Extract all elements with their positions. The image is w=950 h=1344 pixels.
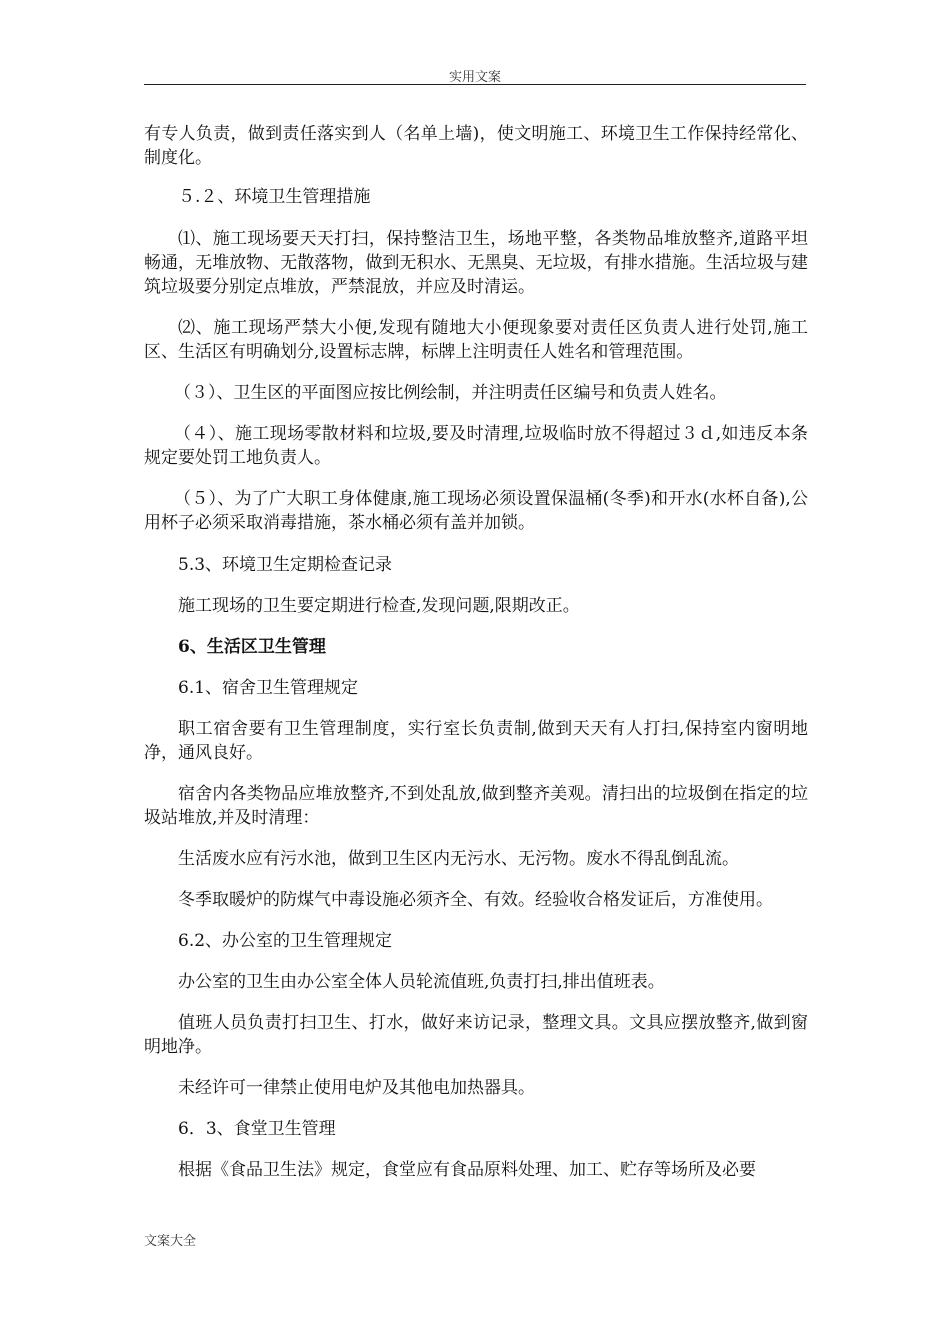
document-body xyxy=(144,122,808,1182)
header-divider xyxy=(144,84,806,85)
paragraph: （４）、施工现场零散材料和垃圾,要及时清理,垃圾临时放不得超过３ｄ,如违反本条规定要处罚工地负责人。 xyxy=(144,424,808,468)
section-heading-5-2: ５.２、环境卫生管理措施 xyxy=(178,187,371,207)
paragraph: （５）、为了广大职工身体健康,施工现场必须设置保温桶(冬季)和开水(水杯自备),公用杯子必须采取消毒措施，茶水桶必须有盖并加锁。 xyxy=(144,489,808,533)
paragraph: 生活废水应有污水池，做到卫生区内无污水、无污物。废水不得乱倒乱流。 xyxy=(178,849,739,869)
paragraph: 职工宿舍要有卫生管理制度，实行室长负责制,做到天天有人打扫,保持室内窗明地净，通风良好。 xyxy=(144,719,808,763)
section-heading-6-1: 6.1、宿舍卫生管理规定 xyxy=(178,678,359,698)
paragraph: 宿舍内各类物品应堆放整齐,不到处乱放,做到整齐美观。清扫出的垃圾倒在指定的垃圾站堆放,并及时清理： xyxy=(144,784,808,828)
paragraph: 冬季取暖炉的防煤气中毒设施必须齐全、有效。经验收合格发证后，方准使用。 xyxy=(178,890,773,910)
page-footer: 文案大全 xyxy=(144,1234,197,1249)
section-heading-5-3: 5.3、环境卫生定期检查记录 xyxy=(178,555,393,575)
paragraph: 有专人负责，做到责任落实到人（名单上墙)，使文明施工、环境卫生工作保持经常化、制度化。 xyxy=(144,124,808,168)
paragraph: 未经许可一律禁止使用电炉及其他电加热器具。 xyxy=(178,1078,535,1098)
paragraph: 值班人员负责打扫卫生、打水，做好来访记录，整理文具。文具应摆放整齐,做到窗明地净。 xyxy=(144,1013,808,1057)
paragraph: ⑴、施工现场要天天打扫，保持整洁卫生，场地平整，各类物品堆放整齐,道路平坦畅通，无堆放物、无散落物，做到无积水、无黑臭、无垃圾，有排水措施。生活垃圾与建筑垃圾要分别定点堆放，严禁混放，并应及时清运。 xyxy=(144,229,808,297)
section-heading-6: 6、生活区卫生管理 xyxy=(178,637,326,657)
paragraph: 根据《食品卫生法》规定，食堂应有食品原料处理、加工、贮存等场所及必要 xyxy=(178,1160,756,1180)
paragraph: （３）、卫生区的平面图应按比例绘制，并注明责任区编号和负责人姓名。 xyxy=(174,383,727,403)
section-heading-6-3: 6．3、食堂卫生管理 xyxy=(178,1119,336,1139)
paragraph: 施工现场的卫生要定期进行检查,发现问题,限期改正。 xyxy=(178,596,580,616)
paragraph: ⑵、施工现场严禁大小便,发现有随地大小便现象要对责任区负责人进行处罚,施工区、生活区有明确划分,设置标志牌，标牌上注明责任人姓名和管理范围。 xyxy=(144,318,808,362)
paragraph: 办公室的卫生由办公室全体人员轮流值班,负责打扫,排出值班表。 xyxy=(178,972,665,992)
section-heading-6-2: 6.2、办公室的卫生管理规定 xyxy=(178,931,393,951)
page-header: 实用文案 xyxy=(448,70,501,85)
